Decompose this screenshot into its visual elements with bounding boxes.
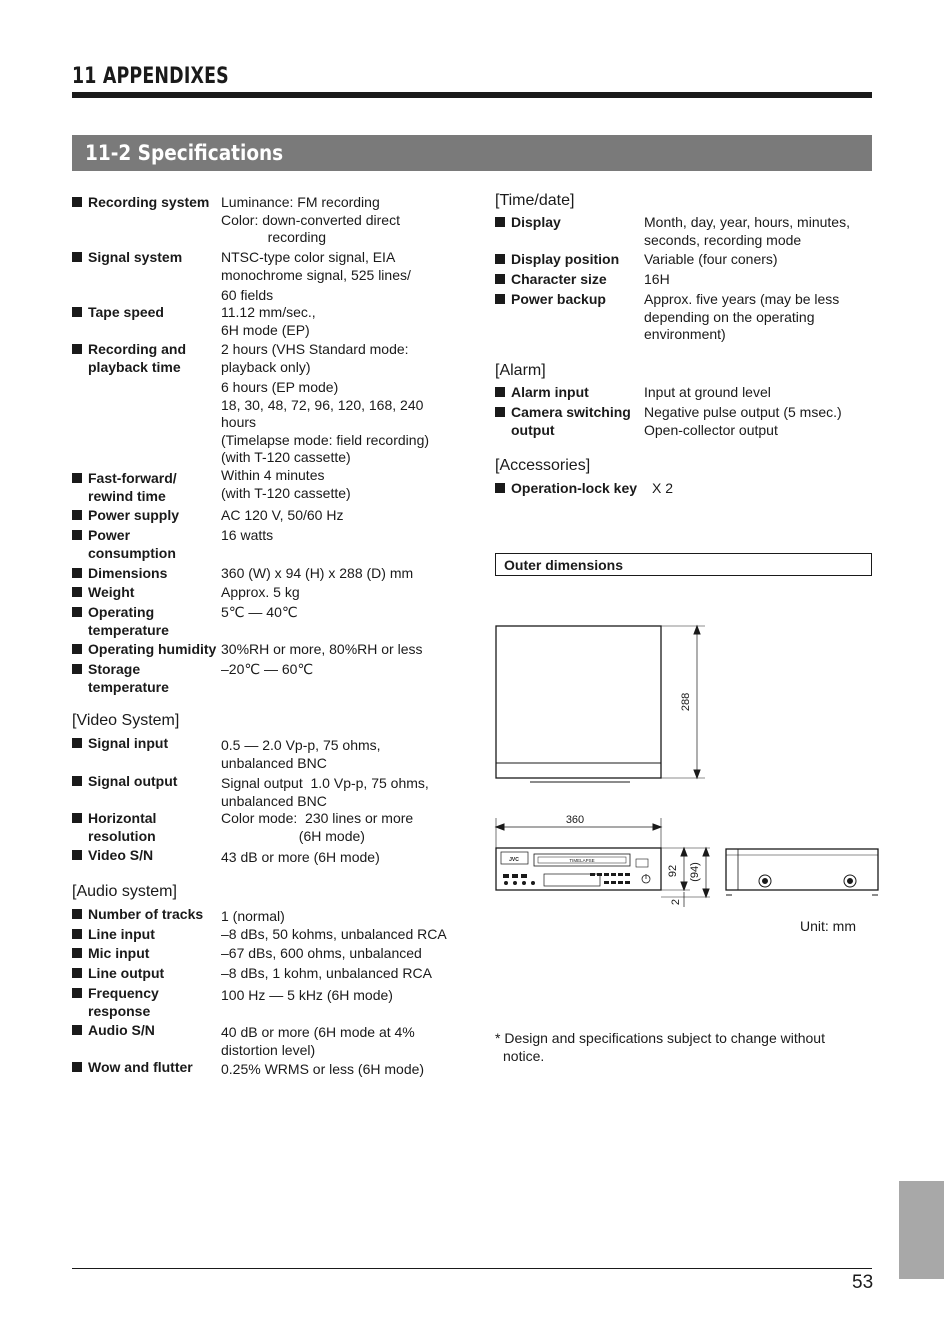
spec-value-line: 5℃ — 40℃: [221, 604, 298, 620]
spec-label: [72, 304, 164, 322]
spec-value: [221, 945, 422, 963]
spec-value-line: Variable (four coners): [644, 251, 778, 267]
bullet-square-icon: [72, 909, 82, 919]
spec-value-line: X 2: [652, 480, 674, 496]
spec-value: [221, 584, 300, 602]
front-buttons: [503, 873, 630, 885]
bullet-square-icon: [72, 1062, 82, 1072]
bullet-square-icon: [72, 850, 82, 860]
bullet-square-icon: [72, 988, 82, 998]
spec-value: [221, 194, 400, 247]
spec-value: [221, 249, 411, 305]
spec-label-line: Weight: [72, 584, 134, 602]
spec-value-line: Luminance: FM recording: [221, 194, 380, 210]
spec-label-line: Audio S/N: [72, 1022, 155, 1040]
spec-label: [72, 926, 155, 944]
spec-label-line: Line output: [72, 965, 164, 983]
bullet-square-icon: [72, 929, 82, 939]
spec-value-line: NTSC-type color signal, EIA: [221, 249, 396, 265]
spec-value-line: distortion level): [221, 1041, 316, 1058]
spec-label-line: Signal system: [72, 249, 182, 267]
foot-dimension-label: 2: [670, 898, 682, 906]
spec-label-line: Fast-forward/: [72, 470, 177, 488]
spec-value-line: seconds, recording mode: [644, 231, 802, 248]
outer-dimensions-label: Outer dimensions: [504, 557, 624, 573]
spec-label-line: Power: [72, 527, 176, 545]
spec-value-line: Color mode: 230 lines or more: [221, 810, 414, 826]
spec-value-line: Negative pulse output (5 msec.): [644, 404, 842, 420]
spec-label: [72, 584, 134, 602]
spec-label: [72, 470, 177, 505]
spec-label: [72, 810, 156, 845]
bullet-square-icon: [495, 254, 505, 264]
spec-value-line: –8 dBs, 1 kohm, unbalanced RCA: [221, 965, 432, 981]
spec-value-line: Approx. five years (may be less: [644, 291, 840, 307]
front-view: [496, 848, 661, 890]
spec-value-line: playback only): [221, 358, 311, 375]
spec-value: [221, 507, 343, 525]
unit-label: Unit: mm: [800, 918, 856, 934]
spec-label: [72, 735, 168, 753]
spec-value: [221, 467, 351, 502]
bullet-square-icon: [72, 510, 82, 520]
bullet-square-icon: [72, 587, 82, 597]
spec-value: [221, 661, 313, 679]
spec-label: [72, 565, 167, 583]
bullet-square-icon: [72, 738, 82, 748]
bullet-square-icon: [72, 664, 82, 674]
spec-value: [221, 604, 298, 622]
bullet-square-icon: [72, 607, 82, 617]
spec-label-line: Recording system: [72, 194, 209, 212]
spec-label-line: Operating: [72, 604, 169, 622]
spec-value: [221, 987, 393, 1005]
spec-label-line: temperature: [88, 621, 169, 638]
model-label: TIMELAPSE: [569, 858, 595, 863]
spec-value: [221, 641, 423, 659]
bullet-square-icon: [495, 387, 505, 397]
spec-label-line: Number of tracks: [72, 906, 203, 924]
spec-value-line: (with T-120 cassette): [221, 449, 351, 465]
spec-label-line: Power supply: [72, 507, 179, 525]
spec-label-line: Power backup: [495, 291, 606, 309]
spec-value-line: (Timelapse mode: field recording): [221, 431, 430, 448]
spec-label-line: Signal input: [72, 735, 168, 753]
depth-dimension-label: 288: [680, 692, 692, 712]
spec-value-line: monochrome signal, 525 lines/: [221, 266, 411, 283]
spec-value-line: Month, day, year, hours, minutes,: [644, 214, 850, 230]
spec-label-line: Signal output: [72, 773, 177, 791]
section-title: 11-2 Specifications: [85, 141, 284, 165]
spec-label-line: Dimensions: [72, 565, 167, 583]
spec-value-line: 360 (W) x 94 (H) x 288 (D) mm: [221, 565, 414, 581]
spec-value-line: 40 dB or more (6H mode at 4%: [221, 1024, 415, 1040]
spec-value-line: 0.25% WRMS or less (6H mode): [221, 1061, 425, 1077]
spec-value: [221, 810, 413, 845]
height-dimension-label: 92: [667, 864, 679, 878]
spec-value: [221, 527, 273, 545]
spec-label-line: Operation-lock key: [495, 480, 637, 498]
footer-rule: [72, 1268, 872, 1269]
spec-label: [495, 271, 607, 289]
spec-label-line: Line input: [72, 926, 155, 944]
spec-value: [221, 341, 429, 467]
chapter-rule: [72, 92, 872, 98]
spec-label-line: response: [88, 1002, 151, 1019]
bullet-square-icon: [72, 197, 82, 207]
spec-value: [221, 1024, 415, 1059]
spec-value-line: unbalanced BNC: [221, 754, 327, 771]
footnote-line-2: notice.: [503, 1048, 545, 1064]
spec-label-line: Camera switching: [495, 404, 631, 422]
spec-value-line: 6H mode (EP): [221, 321, 310, 338]
spec-label: [72, 641, 216, 659]
width-dimension-label: 360: [565, 814, 585, 826]
spec-value-line: 1 (normal): [221, 908, 285, 924]
side-view: [726, 849, 878, 895]
bullet-square-icon: [72, 473, 82, 483]
spec-value: [221, 965, 432, 983]
spec-value-line: 18, 30, 48, 72, 96, 120, 168, 240: [221, 396, 424, 413]
spec-label-line: Display: [495, 214, 561, 232]
spec-value-line: Open-collector output: [644, 421, 778, 438]
spec-value: [644, 404, 842, 439]
spec-value: [221, 908, 285, 926]
spec-label-line: playback time: [88, 358, 181, 375]
spec-label: [72, 507, 179, 525]
alarm-heading: [Alarm]: [495, 362, 546, 379]
bullet-square-icon: [72, 530, 82, 540]
spec-label: [72, 906, 203, 924]
spec-label-line: temperature: [88, 678, 169, 695]
spec-label: [72, 604, 169, 639]
spec-label-line: Frequency: [72, 985, 159, 1003]
spec-label: [72, 194, 209, 212]
spec-label-line: Storage: [72, 661, 169, 679]
spec-label: [495, 251, 619, 269]
spec-value: [644, 291, 839, 344]
spec-value: [221, 775, 429, 810]
spec-value: [221, 926, 447, 944]
spec-label: [495, 214, 561, 232]
spec-value-line: 0.5 — 2.0 Vp-p, 75 ohms,: [221, 737, 381, 753]
spec-value: [644, 384, 771, 402]
spec-label: [72, 847, 153, 865]
spec-label: [495, 291, 606, 309]
spec-value-line: –8 dBs, 50 kohms, unbalanced RCA: [221, 926, 447, 942]
spec-value-line: 30%RH or more, 80%RH or less: [221, 641, 423, 657]
spec-value-line: 16H: [644, 271, 670, 287]
footnote-line-1: * Design and specifications subject to change without: [495, 1030, 825, 1046]
spec-label-line: Recording and: [72, 341, 186, 359]
spec-label-line: consumption: [88, 544, 176, 561]
video-system-heading: [Video System]: [72, 712, 180, 729]
spec-value-line: depending on the operating: [644, 308, 815, 325]
spec-value: [221, 849, 380, 867]
spec-value: [644, 271, 670, 289]
spec-label: [72, 773, 177, 791]
spec-value-line: –20℃ — 60℃: [221, 661, 314, 677]
bullet-square-icon: [72, 252, 82, 262]
spec-label: [72, 249, 182, 267]
spec-value-line: 2 hours (VHS Standard mode:: [221, 341, 409, 357]
spec-value-line: Within 4 minutes: [221, 467, 325, 483]
spec-value: [652, 480, 673, 498]
audio-system-heading: [Audio system]: [72, 883, 177, 900]
bullet-square-icon: [495, 217, 505, 227]
spec-label: [495, 480, 637, 498]
spec-value: [644, 251, 778, 269]
spec-value: [221, 565, 413, 583]
page-edge-tab: [899, 1181, 944, 1279]
spec-label-line: Horizontal: [72, 810, 156, 828]
spec-label-line: Operating humidity: [72, 641, 216, 659]
spec-value-line: hours: [221, 414, 257, 430]
bullet-square-icon: [495, 294, 505, 304]
bullet-square-icon: [72, 968, 82, 978]
spec-label: [72, 965, 164, 983]
bullet-square-icon: [72, 307, 82, 317]
spec-value-line: AC 120 V, 50/60 Hz: [221, 507, 344, 523]
spec-label-line: output: [511, 421, 555, 438]
spec-value-line: recording: [221, 229, 327, 245]
top-view: [496, 626, 705, 782]
spec-label-line: Alarm input: [495, 384, 589, 402]
bullet-square-icon: [72, 776, 82, 786]
spec-label: [495, 404, 631, 439]
chapter-title: 11 APPENDIXES: [72, 64, 229, 89]
accessories-heading: [Accessories]: [495, 457, 591, 474]
spec-label-line: rewind time: [88, 487, 166, 504]
spec-value-line: (with T-120 cassette): [221, 484, 351, 501]
height-total-label: (94): [689, 862, 701, 882]
page-number: 53: [852, 1272, 874, 1293]
spec-value-line: 60 fields: [221, 287, 274, 303]
spec-value: [221, 1061, 424, 1079]
bullet-square-icon: [72, 813, 82, 823]
bullet-square-icon: [495, 274, 505, 284]
spec-value-line: (6H mode): [221, 827, 365, 844]
spec-value-line: Signal output 1.0 Vp-p, 75 ohms,: [221, 775, 429, 791]
bullet-square-icon: [495, 407, 505, 417]
spec-value-line: Approx. 5 kg: [221, 584, 300, 600]
spec-label: [72, 1059, 193, 1077]
spec-label: [72, 341, 186, 376]
bullet-square-icon: [495, 483, 505, 493]
bullet-square-icon: [72, 568, 82, 578]
brand-logo: JVC: [509, 857, 519, 863]
spec-label-line: Character size: [495, 271, 607, 289]
spec-value-line: Input at ground level: [644, 384, 771, 400]
bullet-square-icon: [72, 948, 82, 958]
spec-label: [72, 527, 176, 562]
spec-label: [495, 384, 589, 402]
spec-label-line: Mic input: [72, 945, 149, 963]
spec-value-line: 11.12 mm/sec.,: [221, 304, 316, 320]
spec-label: [72, 985, 159, 1020]
spec-value: [221, 304, 316, 339]
bullet-square-icon: [72, 644, 82, 654]
time-date-heading: [Time/date]: [495, 192, 575, 209]
spec-label-line: Video S/N: [72, 847, 153, 865]
spec-value-line: unbalanced BNC: [221, 792, 327, 809]
spec-label: [72, 1022, 155, 1040]
spec-value-line: 43 dB or more (6H mode): [221, 849, 380, 865]
spec-value-line: –67 dBs, 600 ohms, unbalanced: [221, 945, 422, 961]
spec-value-line: Color: down-converted direct: [221, 211, 400, 228]
spec-value: [644, 214, 850, 249]
bullet-square-icon: [72, 344, 82, 354]
spec-value: [221, 737, 381, 772]
spec-value-line: 100 Hz — 5 kHz (6H mode): [221, 987, 393, 1003]
spec-label-line: resolution: [88, 827, 156, 844]
bullet-square-icon: [72, 1025, 82, 1035]
dimension-drawing: [490, 615, 890, 915]
spec-label-line: Wow and flutter: [72, 1059, 193, 1077]
spec-label: [72, 661, 169, 696]
spec-label: [72, 945, 149, 963]
spec-label-line: Tape speed: [72, 304, 164, 322]
spec-value-line: 6 hours (EP mode): [221, 379, 339, 395]
spec-value-line: 16 watts: [221, 527, 274, 543]
spec-label-line: Display position: [495, 251, 619, 269]
spec-value-line: environment): [644, 326, 726, 342]
